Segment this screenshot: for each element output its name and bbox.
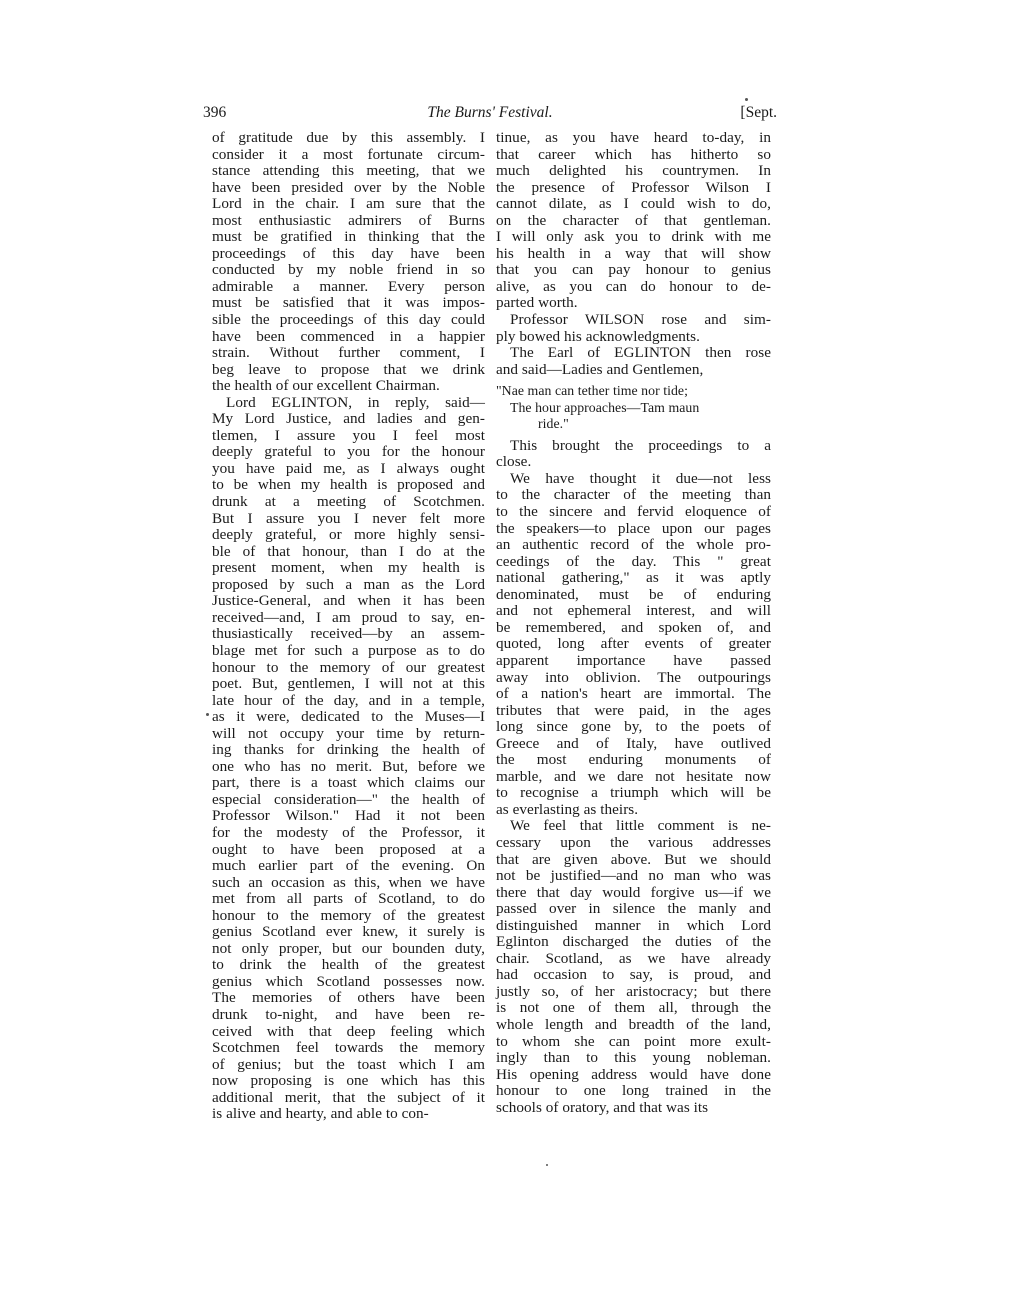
text-line: as it were, dedicated to the Muses—I (212, 708, 485, 726)
text-line: distinguished manner in which Lord (496, 916, 771, 934)
text-line: deeply grateful to you for the honour (212, 443, 485, 461)
text-line: is alive and hearty, and able to con- (212, 1105, 429, 1123)
text-line: to be when my health is proposed and (212, 476, 485, 494)
text-line: The Earl of EGLINTON then rose (510, 344, 771, 362)
text-line: now proposing is one which has this (212, 1072, 485, 1090)
text-line: to the sincere and fervid eloquence of (496, 503, 771, 521)
text-line: part, there is a toast which claims our (212, 774, 485, 792)
text-line: late hour of the day, and in a temple, (212, 691, 485, 709)
text-line: have been commenced in a happier (212, 327, 485, 345)
text-line: strain. Without further comment, I (212, 344, 485, 362)
text-line: whole length and breadth of the land, (496, 1015, 771, 1033)
text-line: must be satisfied that it was impos- (212, 294, 485, 312)
text-line: the presence of Professor Wilson I (496, 178, 771, 196)
text-line: proposed by such a man as the Lord (212, 575, 485, 593)
text-line: such an occasion as this, when we have (212, 873, 485, 891)
text-line: the speakers—to place upon our pages (496, 519, 771, 537)
text-line: deeply grateful, or more highly sensi- (212, 526, 485, 544)
text-line: that career which has hitherto so (496, 145, 771, 163)
text-line: on the character of that gentleman. (496, 211, 771, 229)
text-line: long since gone by, to the poets of (496, 718, 771, 736)
text-line: had occasion to say, is proud, and (496, 966, 771, 984)
text-line: thusiastically received—by an assem- (212, 625, 485, 643)
text-line: marble, and we dare not hesitate now (496, 767, 771, 785)
text-line: additional merit, that the subject of it (212, 1088, 485, 1106)
text-line: of genius; but the toast which I am (212, 1055, 485, 1073)
text-line: The hour approaches—Tam maun (510, 399, 700, 415)
text-line: passed over in silence the manly and (496, 900, 771, 918)
text-line: This brought the proceedings to a (510, 436, 771, 454)
text-line: We feel that little comment is ne- (510, 817, 771, 835)
text-line: that you can pay honour to genius (496, 261, 771, 279)
text-line: justly so, of her aristocracy; but there (496, 982, 771, 1000)
text-line: drunk at a meeting of Scotchmen. (212, 493, 485, 511)
text-line: most enthusiastic admirers of Burns (212, 211, 485, 229)
running-header (203, 104, 777, 128)
text-line: of gratitude due by this assembly. I (212, 129, 485, 146)
text-line: "Nae man can tether time nor tide; (496, 383, 688, 399)
text-line: poet. But, gentlemen, I will not at this (212, 675, 485, 693)
text-line: Professor Wilson." Had it not been (212, 807, 485, 825)
text-line: ought to have been proposed at a (212, 840, 485, 858)
text-line: be remembered, and spoken of, and (496, 618, 771, 636)
text-line: chair. Scotland, as we have already (496, 949, 771, 967)
text-line: to recognise a triumph which will be (496, 784, 771, 802)
text-line: much earlier part of the evening. On (212, 857, 485, 875)
text-line: honour to one long trained in the (496, 1082, 771, 1100)
text-line: one who has no merit. But, before we (212, 757, 485, 775)
text-line: But I assure you I never felt more (212, 509, 485, 527)
text-line: tributes that were paid, in the ages (496, 701, 771, 719)
speck-mark (546, 1164, 548, 1166)
text-line: Scotchmen feel towards the memory (212, 1039, 485, 1057)
text-line: not be justified—and no man who was (496, 867, 771, 885)
text-line: beg leave to propose that we drink (212, 360, 485, 378)
text-line: to drink the health of the greatest (212, 956, 485, 974)
page-number: 396 (203, 104, 227, 121)
running-title: The Burns' Festival. (427, 104, 553, 121)
text-line: you have paid me, as I always ought (212, 459, 485, 477)
text-line: Lord EGLINTON, in reply, said— (226, 393, 485, 411)
text-line: as everlasting as theirs. (496, 800, 639, 818)
text-line: will not occupy your time by return- (212, 724, 485, 742)
text-line: of a nation's heart are immortal. The (496, 685, 771, 703)
text-line: ride." (538, 416, 569, 432)
text-line: ceedings of the day. This " great (496, 552, 771, 570)
text-line: I will only ask you to drink with me (496, 228, 771, 246)
text-line: apparent importance have passed (496, 651, 771, 669)
text-line: the most enduring monuments of (496, 751, 771, 769)
text-line: quoted, long after events of greater (496, 635, 771, 653)
text-line: schools of oratory, and that was its (496, 1098, 709, 1116)
text-line: We have thought it due—not less (510, 469, 771, 487)
text-line: and not ephemeral interest, and will (496, 602, 771, 620)
text-line: honour to the memory of our greatest (212, 658, 485, 676)
text-line: genius which Scotland possesses now. (212, 972, 485, 990)
text-line: away into oblivion. The outpourings (496, 668, 771, 686)
text-line: especial consideration—" the health of (212, 790, 485, 808)
text-line: ceived with that deep feeling which (212, 1022, 485, 1040)
speck-mark (745, 98, 748, 101)
text-line: proceedings of this day have been (212, 244, 485, 262)
text-line: Eglinton discharged the duties of the (496, 933, 771, 951)
text-line: and said—Ladies and Gentlemen, (496, 360, 704, 378)
text-line: admirable a manner. Every person (212, 277, 485, 295)
text-line: that are given above. But we should (496, 850, 771, 868)
text-line: his health in a way that will show (496, 244, 771, 262)
text-line: stance attending this meeting, that we (212, 162, 485, 180)
text-line: ing thanks for drinking the health of (212, 741, 485, 759)
text-line: for the modesty of the Professor, it (212, 823, 485, 841)
text-line: ply bowed his acknowledgments. (496, 327, 700, 345)
text-line: met from all parts of Scotland, to do (212, 890, 485, 908)
section-month: [Sept. (740, 104, 777, 121)
left-column (212, 130, 485, 1123)
text-line: have been presided over by the Noble (212, 178, 485, 196)
text-line: close. (496, 453, 532, 471)
text-line: ble of that honour, than I do at the (212, 542, 485, 560)
text-line: must be gratified in thinking that the (212, 228, 485, 246)
text-line: Lord in the chair. I am sure that the (212, 195, 485, 213)
text-line: much delighted his countrymen. In (496, 162, 771, 180)
text-line: denominated, must be of enduring (496, 585, 771, 603)
text-line: not only proper, but our bounden duty, (212, 939, 485, 957)
text-line: His opening address would have done (496, 1065, 771, 1083)
text-line: tinue, as you have heard to-day, in (496, 129, 771, 146)
text-line: drunk to-night, and have been re- (212, 1005, 485, 1023)
text-line: to whom she can point more exult- (496, 1032, 771, 1050)
text-line: to the character of the meeting than (496, 486, 771, 504)
text-line: there that day would forgive us—if we (496, 883, 771, 901)
text-line: cessary upon the various addresses (496, 833, 771, 851)
text-line: alive, as you can do honour to de- (496, 277, 771, 295)
text-line: received—and, I am proud to say, en- (212, 608, 485, 626)
text-line: Professor WILSON rose and sim- (510, 311, 771, 329)
text-line: cannot dilate, as I could wish to do, (496, 195, 771, 213)
text-line: Justice-General, and when it has been (212, 592, 485, 610)
text-line: genius Scotland ever knew, it surely is (212, 923, 485, 941)
text-line: The memories of others have been (212, 989, 485, 1007)
text-line: national gathering," as it was aptly (496, 569, 771, 587)
text-line: conducted by my noble friend in so (212, 261, 485, 279)
text-line: the health of our excellent Chairman. (212, 377, 440, 395)
speck-mark (206, 713, 209, 716)
text-line: consider it a most fortunate circum- (212, 145, 485, 163)
text-line: parted worth. (496, 294, 578, 312)
text-line: is not one of them all, through the (496, 999, 771, 1017)
text-line: an authentic record of the whole pro- (496, 536, 771, 554)
text-line: My Lord Justice, and ladies and gen- (212, 410, 485, 428)
text-line: blage met for such a purpose as to do (212, 641, 485, 659)
right-column (496, 130, 771, 1116)
text-line: tlemen, I assure you I feel most (212, 426, 485, 444)
text-line: ingly than to this young nobleman. (496, 1049, 771, 1067)
text-line: Greece and of Italy, have outlived (496, 734, 771, 752)
text-line: honour to the memory of the greatest (212, 906, 485, 924)
text-line: sible the proceedings of this day could (212, 311, 485, 329)
text-line: present moment, when my health is (212, 559, 485, 577)
